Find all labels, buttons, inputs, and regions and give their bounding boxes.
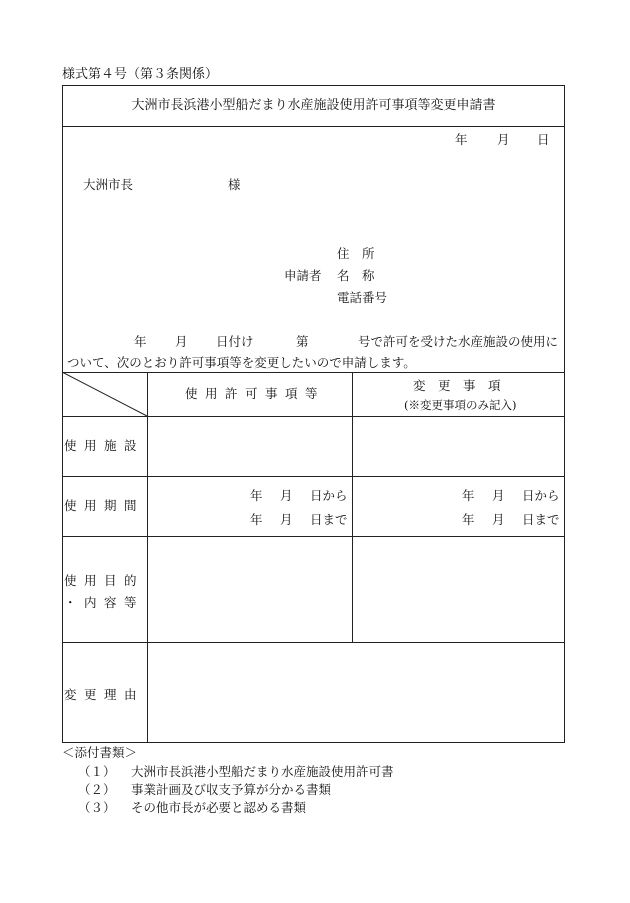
period-permitted-to-month: 月 [280,512,293,527]
period-permitted-from-day: 日から [310,488,348,503]
attachment-1-text: 大洲市長浜港小型船だまり水産施設使用許可書 [131,764,394,779]
period-change-from-month: 月 [492,488,505,503]
attachment-2-text: 事業計画及び収支予算が分かる書類 [131,782,332,797]
row-label-facility: 使用施設 [64,438,145,453]
row-rule-2 [62,476,565,477]
period-change-to-month: 月 [492,512,505,527]
period-change-to-day: 日まで [522,512,560,527]
corner-diagonal [62,372,148,417]
row-rule-3 [62,536,565,537]
date-month-label: 月 [497,132,510,147]
period-change-from-day: 日から [522,488,560,503]
applicant-label: 申請者 [284,268,322,283]
period-permitted-to-year: 年 [250,512,263,527]
col-header-permitted: 使用許可事項等 [185,386,326,401]
period-change-from-year: 年 [462,488,475,503]
title-divider [62,126,565,127]
col-header-change: 変 更 事 項 [413,378,501,393]
row-label-purpose-line1: 使用目的 [64,573,145,588]
statement-line1-tail: 号で許可を受けた水産施設の使用に [358,334,559,349]
col-rule-1 [147,372,148,743]
applicant-phone-label: 電話番号 [337,290,388,305]
attachments-heading: ＜添付書類＞ [62,745,138,760]
addressee-name: 大洲市長 [83,177,134,192]
period-permitted-from-month: 月 [280,488,293,503]
attachment-2-number: （２） [78,782,116,797]
form-reference: 様式第４号（第３条関係） [62,67,219,82]
period-permitted-from-year: 年 [250,488,263,503]
col-header-change-note: (※変更事項のみ記入) [404,398,517,412]
row-label-reason: 変更理由 [64,687,145,702]
attachment-3-text: その他市長が必要と認める書類 [131,800,307,815]
statement-month: 月 [175,334,188,349]
period-permitted-to-day: 日まで [310,512,348,527]
addressee-honorific: 様 [228,177,241,192]
statement-line2: ついて、次のとおり許可事項等を変更したいので申請します。 [67,355,416,370]
date-day-label: 日 [537,132,550,147]
statement-year: 年 [134,334,147,349]
row-rule-4 [62,642,565,643]
attachment-1-number: （１） [78,764,116,779]
statement-day-dated: 日付け [216,334,254,349]
col-rule-2 [352,372,353,642]
date-year-label: 年 [455,132,468,147]
row-label-purpose-line2: ・内容等 [64,595,145,610]
form-title: 大洲市長浜港小型船だまり水産施設使用許可事項等変更申請書 [131,98,496,113]
attachment-3-number: （３） [78,800,116,815]
row-label-period: 使用期間 [64,498,145,513]
statement-number-prefix: 第 [296,334,309,349]
applicant-name-label: 名 称 [337,268,375,283]
period-change-to-year: 年 [462,512,475,527]
applicant-address-label: 住 所 [337,246,375,261]
